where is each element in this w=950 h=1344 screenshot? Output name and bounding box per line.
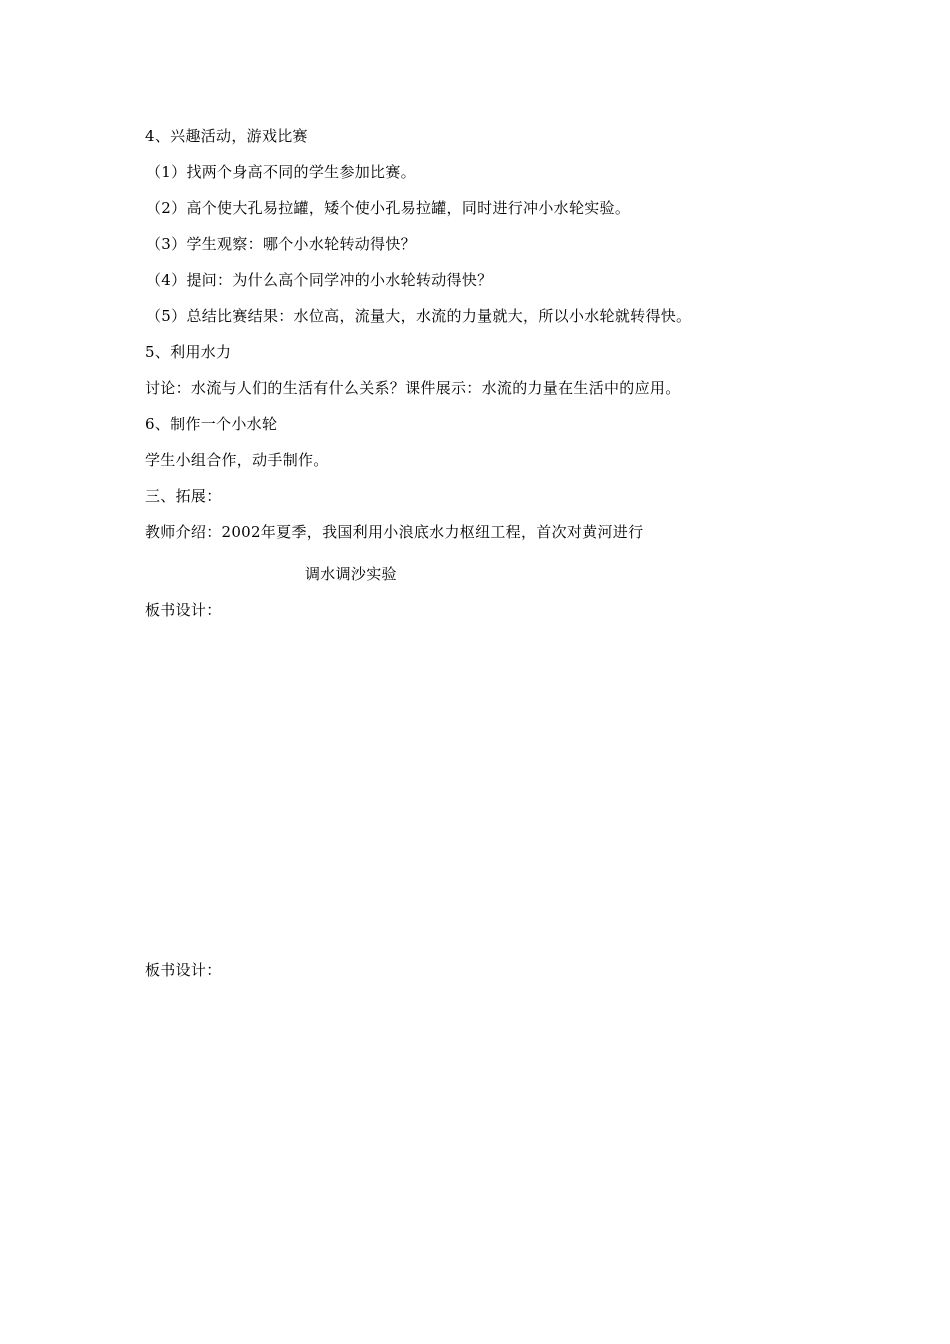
part3-text: 教师介绍：2002年夏季，我国利用小浪底水力枢纽工程，首次对黄河进行 [145,523,644,541]
section6-title: 6、制作一个小水轮 [145,415,278,433]
section4-item-4: （4）提问：为什么高个同学冲的小水轮转动得快？ [146,271,493,289]
section5-title: 5、利用水力 [145,343,232,361]
section4-item-1: （1）找两个身高不同的学生参加比赛。 [146,163,416,181]
section4-item-3: （3）学生观察：哪个小水轮转动得快？ [146,235,416,253]
section6-text: 学生小组合作，动手制作。 [145,451,329,469]
section5-text: 讨论：水流与人们的生活有什么关系？课件展示：水流的力量在生活中的应用。 [145,379,681,397]
part3-title: 三、拓展： [145,487,222,505]
section4-item-5: （5）总结比赛结果：水位高，流量大，水流的力量就大，所以小水轮就转得快。 [146,307,692,325]
board-design-heading-1: 板书设计： [145,601,222,619]
section4-item-2: （2）高个使大孔易拉罐，矮个使小孔易拉罐，同时进行冲小水轮实验。 [146,199,631,217]
board-design-heading-2: 板书设计： [145,961,222,979]
section4-title: 4、兴趣活动，游戏比赛 [145,127,308,145]
part3-text-continuation: 调水调沙实验 [305,565,397,583]
